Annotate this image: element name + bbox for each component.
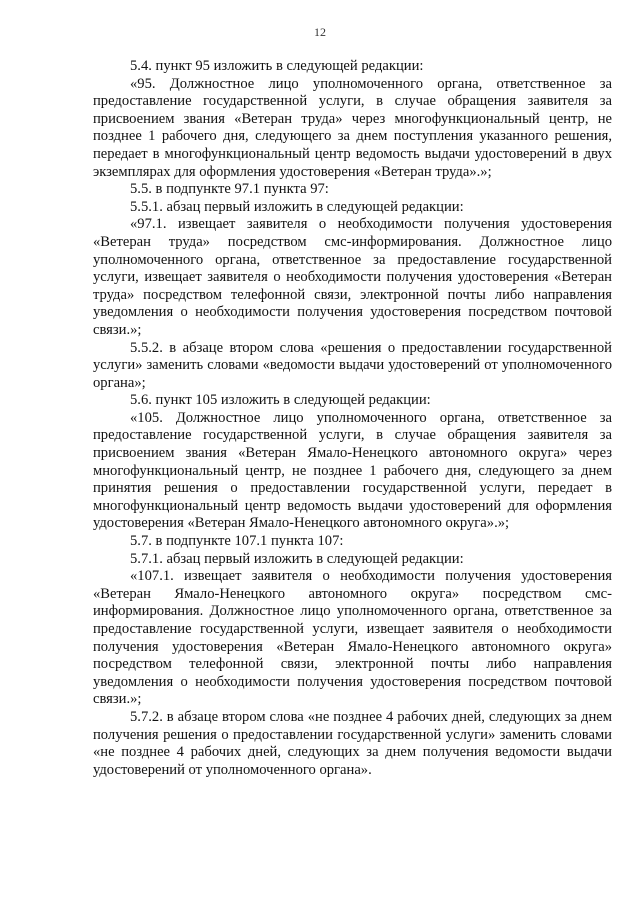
paragraph-5-5-1: 5.5.1. абзац первый изложить в следующей редакции: bbox=[130, 198, 464, 215]
paragraph-5-6: 5.6. пункт 105 изложить в следующей редакции: bbox=[130, 392, 431, 409]
paragraph-5-7-1: 5.7.1. абзац первый изложить в следующей редакции: bbox=[130, 550, 464, 567]
paragraph-107-1-text: «107.1. извещает заявителя о необходимости получения удостоверения «Ветеран Ямало-Ненецкого автономного округа» посредством смс-информирования. Должностное лицо уполномоченного органа, ответственное за предоставление государственной услуги, извещает заявителя о необходимости получения удостоверения «Ветеран Ямало-Ненецкого автономного округа» посредством телефонной связи, электронной почты либо направления уведомления о необходимости получения удостоверения посредством почтовой связи.»; bbox=[93, 568, 612, 708]
paragraph-5-5-2: 5.5.2. в абзаце втором слова «решения о предоставлении государственной услуги» заменить словами «ведомости выдачи удостоверений от уполномоченного органа»; bbox=[93, 339, 612, 391]
paragraph-95-text: «95. Должностное лицо уполномоченного органа, ответственное за предоставление государственной услуги, в случае обращения заявителя за присвоением звания «Ветеран труда» через многофункциональный центр, не позднее 1 рабочего дня, следующего за днем поступления указанного решения, передает в многофункциональный центр ведомость выдачи удостоверений в двух экземплярах для оформления удостоверения «Ветеран труда».»; bbox=[93, 75, 612, 180]
paragraph-5-5: 5.5. в подпункте 97.1 пункта 97: bbox=[130, 181, 329, 198]
paragraph-5-7: 5.7. в подпункте 107.1 пункта 107: bbox=[130, 533, 344, 550]
paragraph-105-text: «105. Должностное лицо уполномоченного органа, ответственное за предоставление государственной услуги, в случае обращения заявителя за присвоением звания «Ветеран Ямало-Ненецкого автономного округа» через многофункциональный центр, не позднее 1 рабочего дня, следующего за днем принятия решения о предоставлении государственной услуги, передает в многофункциональный центр ведомость выдачи удостоверений для оформления удостоверения «Ветеран Ямало-Ненецкого автономного округа».»; bbox=[93, 409, 612, 532]
paragraph-97-1-text: «97.1. извещает заявителя о необходимости получения удостоверения «Ветеран труда» посредством смс-информирования. Должностное лицо уполномоченного органа, ответственное за предоставление государственной услуги, извещает заявителя о необходимости получения удостоверения «Ветеран труда» посредством телефонной связи, электронной почты либо направления уведомления о необходимости получения удостоверения посредством почтовой связи.»; bbox=[93, 216, 612, 338]
document-body bbox=[93, 58, 612, 779]
page-number: 12 bbox=[314, 25, 326, 39]
paragraph-5-4: 5.4. пункт 95 изложить в следующей редакции: bbox=[130, 58, 424, 74]
paragraph-5-7-2: 5.7.2. в абзаце втором слова «не позднее 4 рабочих дней, следующих за днем получения решения о предоставлении государственной услуги» заменить словами «не позднее 4 рабочих дней, следующих за днем получения ведомости выдачи удостоверений от уполномоченного органа». bbox=[93, 708, 612, 778]
